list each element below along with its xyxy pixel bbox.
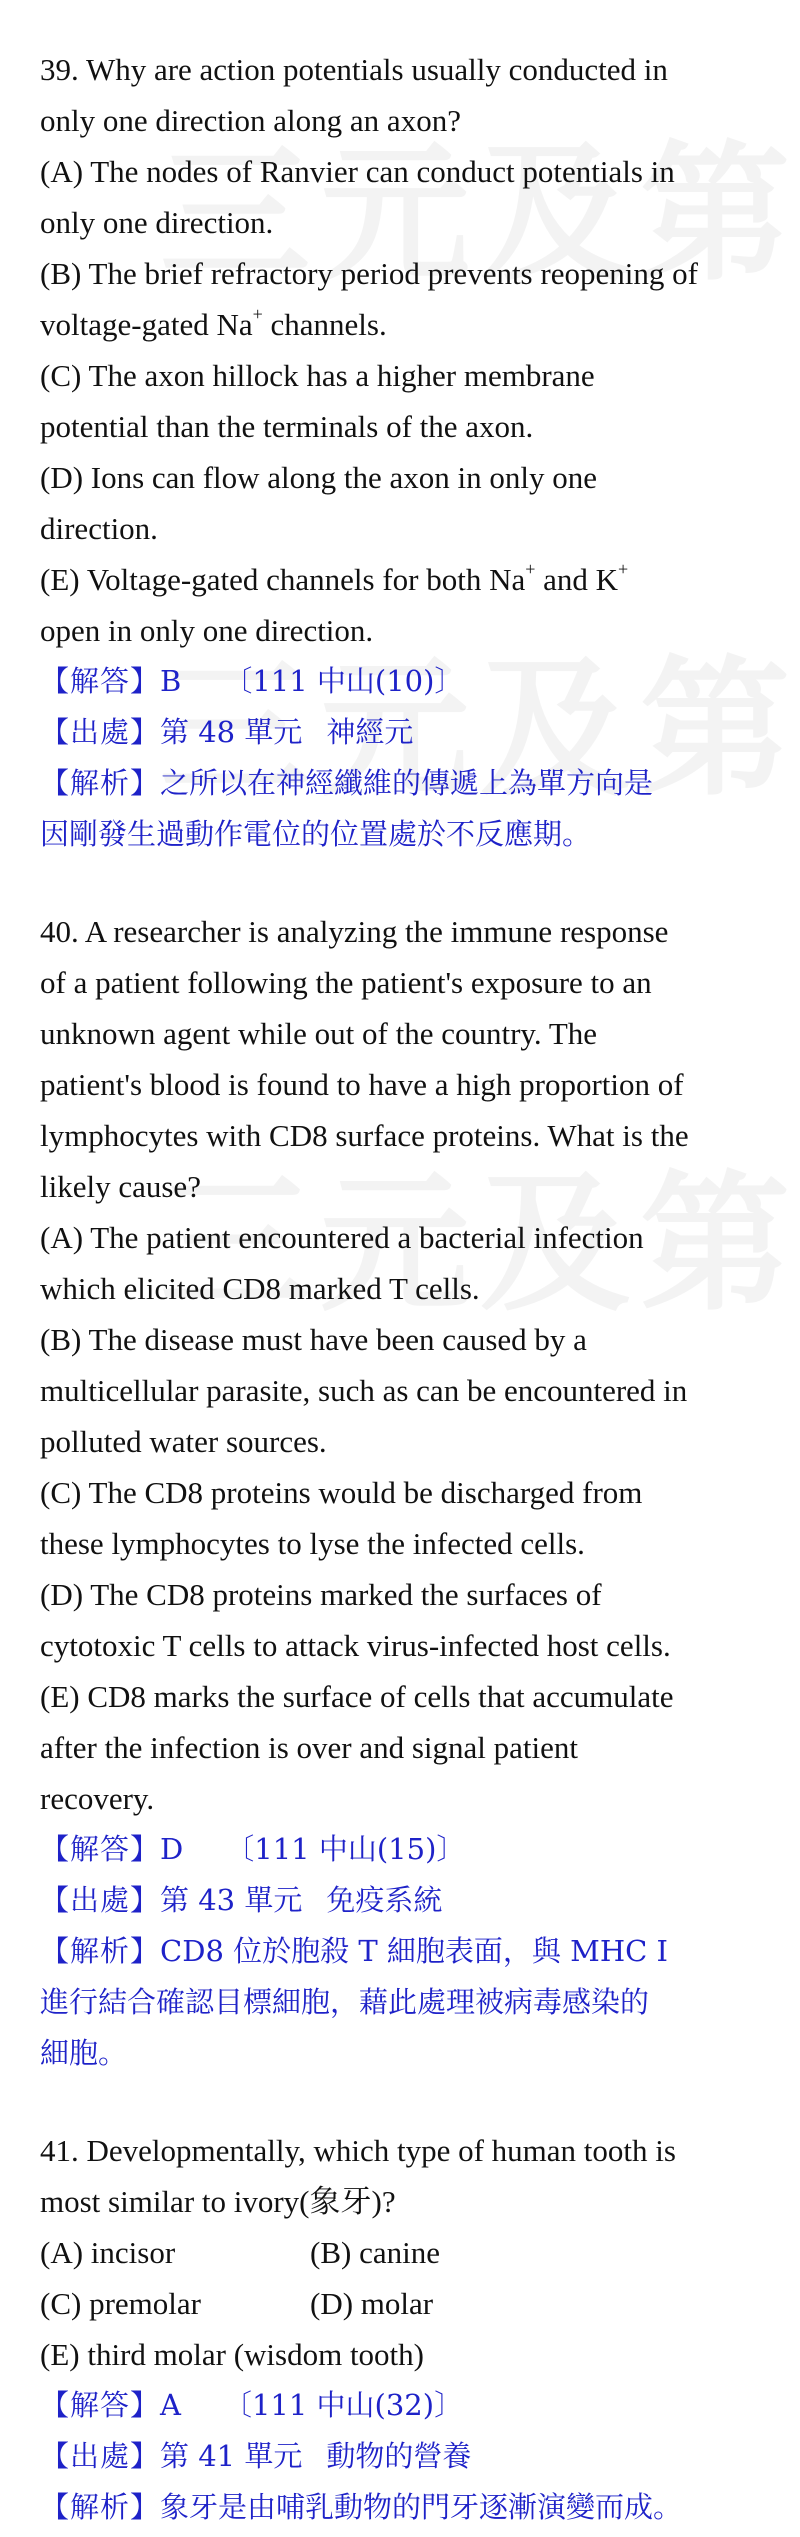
origin-line (40, 707, 770, 758)
explanation-line (40, 1926, 770, 1977)
answer-label: 【解答】 (40, 664, 161, 698)
origin-label: 【出處】 (40, 1883, 161, 1917)
question-text: 40. A researcher is analyzing the immune response (40, 914, 669, 949)
option-d-cont: direction. (40, 511, 158, 546)
option-c-cont: these lymphocytes to lyse the infected cells. (40, 1526, 585, 1561)
origin-unit: 第 43 單元 (160, 1883, 303, 1917)
superscript: + (525, 558, 536, 579)
option-b: (B) The brief refractory period prevents reopening of (40, 256, 698, 291)
option-b-cont: multicellular parasite, such as can be encountered in (40, 1373, 688, 1408)
question-text: of a patient following the patient's exposure to an (40, 965, 652, 1000)
question-text: most similar to ivory(象牙)? (40, 2184, 396, 2219)
option-a: (A) incisor (40, 2235, 176, 2270)
option-e-cont: recovery. (40, 1781, 155, 1816)
question-text: likely cause? (40, 1169, 201, 1204)
origin-line (40, 2431, 770, 2482)
option-e-cont: after the infection is over and signal patient (40, 1730, 579, 1765)
question-39 (40, 44, 770, 860)
option-e: (E) CD8 marks the surface of cells that accumulate (40, 1679, 674, 1714)
explanation (40, 1926, 770, 2079)
option-a: (A) The nodes of Ranvier can conduct potentials in (40, 154, 675, 189)
superscript: + (252, 303, 263, 324)
option-d-cont: cytotoxic T cells to attack virus-infected host cells. (40, 1628, 671, 1663)
option-a-cont: which elicited CD8 marked T cells. (40, 1271, 480, 1306)
text-segment: (E) Voltage-gated channels for both Na (40, 562, 526, 597)
option-a: (A) The patient encountered a bacterial infection (40, 1220, 644, 1255)
answer-source: 〔111 中山(15)〕 (225, 1832, 466, 1866)
answer-source: 〔111 中山(32)〕 (222, 2388, 464, 2422)
question-text: lymphocytes with CD8 surface proteins. What is the (40, 1118, 689, 1153)
answer-source: 〔111 中山(10)〕 (223, 664, 464, 698)
text-segment: channels. (270, 307, 387, 342)
origin-topic: 免疫系統 (326, 1883, 443, 1917)
option-b: (B) canine (310, 2235, 440, 2270)
explanation (40, 758, 770, 860)
origin-line (40, 1875, 770, 1926)
explanation-label: 【解析】 (40, 766, 161, 800)
question-text: patient's blood is found to have a high proportion of (40, 1067, 684, 1102)
question-40 (40, 906, 770, 2079)
answer-value: D (160, 1832, 184, 1866)
answer-label: 【解答】 (40, 2388, 161, 2422)
explanation-text: CD8 位於胞殺 T 細胞表面，與 MHC I (160, 1934, 668, 1968)
explanation-label: 【解析】 (40, 1934, 161, 1968)
option-a-cont: only one direction. (40, 205, 274, 240)
option-e-cont: open in only one direction. (40, 613, 374, 648)
question-41 (40, 2125, 770, 2533)
explanation-label: 【解析】 (40, 2490, 161, 2524)
option-d: (D) The CD8 proteins marked the surfaces of (40, 1577, 602, 1612)
answer-line (40, 1824, 770, 1875)
origin-topic: 神經元 (326, 715, 414, 749)
explanation-text: 之所以在神經纖維的傳遞上為單方向是 (160, 766, 654, 800)
origin-topic: 動物的營養 (326, 2439, 472, 2473)
question-text: only one direction along an axon? (40, 103, 461, 138)
option-d: (D) Ions can flow along the axon in only one (40, 460, 598, 495)
option-c: (C) The axon hillock has a higher membrane (40, 358, 595, 393)
text-segment: voltage-gated Na (40, 307, 253, 342)
question-text: 39. Why are action potentials usually conducted in (40, 52, 668, 87)
option-e: (E) third molar (wisdom tooth) (40, 2337, 424, 2372)
origin-unit: 第 48 單元 (160, 715, 303, 749)
superscript: + (618, 558, 629, 579)
option-c-cont: potential than the terminals of the axon. (40, 409, 534, 444)
option-c: (C) premolar (40, 2286, 201, 2321)
answer-label: 【解答】 (40, 1832, 161, 1866)
origin-label: 【出處】 (40, 2439, 161, 2473)
explanation-line: 進行結合確認目標細胞，藉此處理被病毒感染的 (40, 1985, 650, 2019)
question-text: 41. Developmentally, which type of human tooth is (40, 2133, 676, 2168)
answer-value: B (160, 664, 182, 698)
explanation (40, 2482, 770, 2533)
explanation-line (40, 2482, 770, 2533)
option-b-cont (40, 299, 770, 350)
option-d: (D) molar (310, 2286, 434, 2321)
answer-value: A (160, 2388, 181, 2422)
explanation-line: 因剛發生過動作電位的位置處於不反應期。 (40, 817, 592, 851)
explanation-line (40, 758, 770, 809)
text-segment: and K (543, 562, 619, 597)
answer-line (40, 656, 770, 707)
option-c: (C) The CD8 proteins would be discharged from (40, 1475, 643, 1510)
explanation-line: 細胞。 (40, 2036, 128, 2070)
origin-unit: 第 41 單元 (160, 2439, 303, 2473)
option-b-cont: polluted water sources. (40, 1424, 327, 1459)
option-e (40, 554, 770, 605)
options-row (40, 2278, 770, 2329)
option-b: (B) The disease must have been caused by a (40, 1322, 587, 1357)
explanation-text: 象牙是由哺乳動物的門牙逐漸演變而成。 (160, 2490, 683, 2524)
origin-label: 【出處】 (40, 715, 161, 749)
question-text: unknown agent while out of the country. The (40, 1016, 598, 1051)
answer-line (40, 2380, 770, 2431)
options-row (40, 2227, 770, 2278)
